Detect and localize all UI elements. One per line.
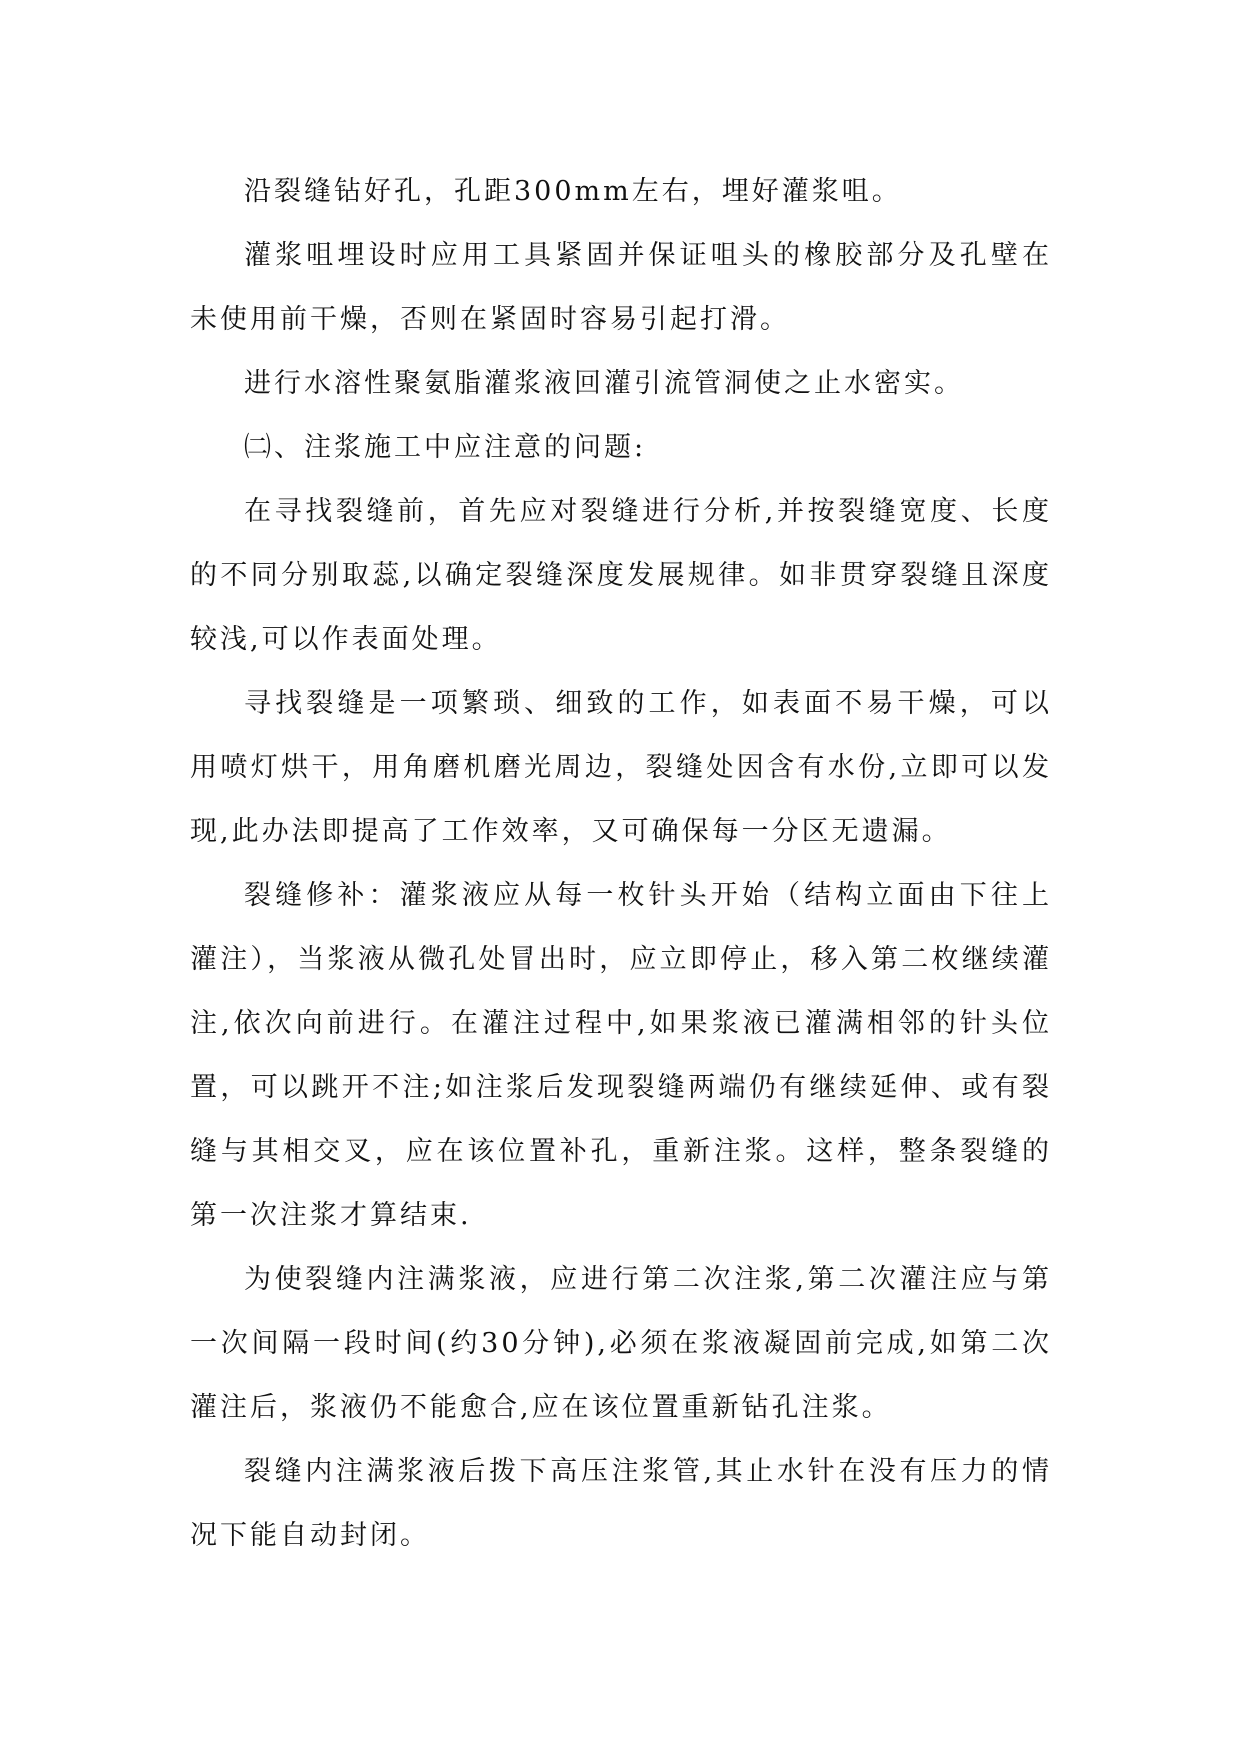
paragraph-crack-analysis: 在寻找裂缝前，首先应对裂缝进行分析,并按裂缝宽度、长度的不同分别取蕊,以确定裂缝深度发展规律。如非贯穿裂缝且深度较浅,可以作表面处理。 [190, 496, 1052, 655]
paragraph-drill-holes: 沿裂缝钻好孔，孔距300mm左右，埋好灌浆咀。 [244, 176, 902, 207]
paragraph-second-grouting: 为使裂缝内注满浆液，应进行第二次注浆,第二次灌注应与第一次间隔一段时间(约30分钟),必须在浆液凝固前完成,如第二次灌注后，浆液仍不能愈合,应在该位置重新钻孔注浆。 [190, 1264, 1052, 1423]
section-heading-grouting-notes: ㈡、注浆施工中应注意的问题: [244, 432, 647, 463]
paragraph-refill-drain: 进行水溶性聚氨脂灌浆液回灌引流管洞使之止水密实。 [244, 368, 964, 399]
document-body [190, 160, 1052, 1568]
paragraph-crack-finding: 寻找裂缝是一项繁琐、细致的工作，如表面不易干燥，可以用喷灯烘干，用角磨机磨光周边，裂缝处因含有水份,立即可以发现,此办法即提高了工作效率，又可确保每一分区无遗漏。 [190, 688, 1052, 847]
paragraph-crack-repair: 裂缝修补：灌浆液应从每一枚针头开始（结构立面由下往上灌注），当浆液从微孔处冒出时，应立即停止，移入第二枚继续灌注,依次向前进行。在灌注过程中,如果浆液已灌满相邻的针头位置，可以跳开不注;如注浆后发现裂缝两端仍有继续延伸、或有裂缝与其相交叉，应在该位置补孔，重新注浆。这样，整条裂缝的第一次注浆才算结束. [190, 880, 1052, 1231]
paragraph-remove-tube: 裂缝内注满浆液后拨下高压注浆管,其止水针在没有压力的情况下能自动封闭。 [190, 1456, 1052, 1551]
paragraph-nozzle-install: 灌浆咀埋设时应用工具紧固并保证咀头的橡胶部分及孔壁在未使用前干燥，否则在紧固时容易引起打滑。 [190, 240, 1052, 335]
